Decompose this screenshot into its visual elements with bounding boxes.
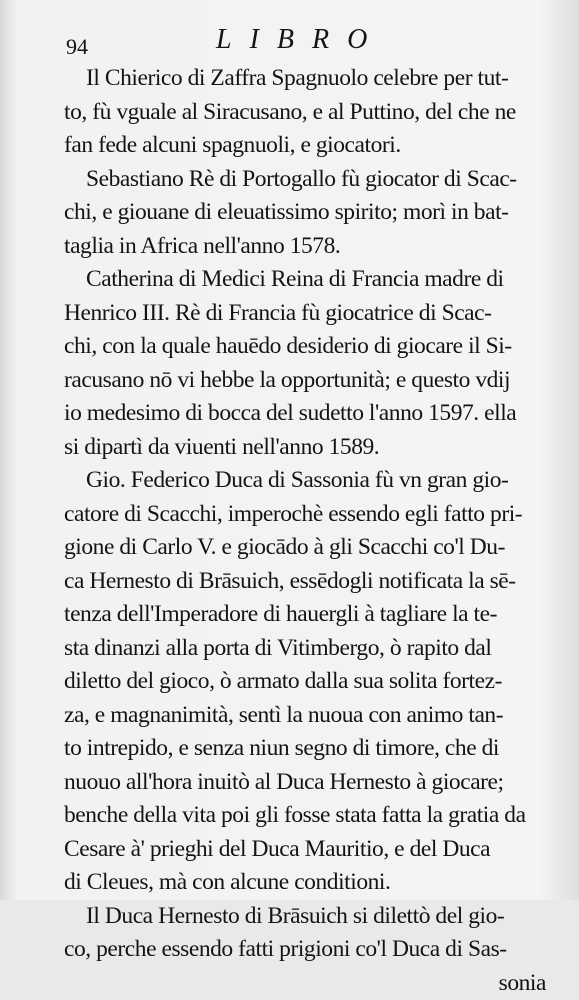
- text-line: Henrico III. Rè di Francia fù giocatrice di Scac-: [64, 297, 564, 331]
- text-line: di Cleues, mà con alcune conditioni.: [64, 866, 564, 900]
- text-line: Il Duca Hernesto di Brāsuich si dilettò del gio-: [64, 900, 564, 934]
- text-line: chi, e giouane di eleuatissimo spirito; morì in bat-: [64, 196, 564, 230]
- text-line: gione di Carlo V. e giocādo à gli Scacchi co'l Du-: [64, 531, 564, 565]
- text-line: Catherina di Medici Reina di Francia madre di: [64, 263, 564, 297]
- text-line: to intrepido, e senza niun segno di timore, che di: [64, 732, 564, 766]
- text-line: co, perche essendo fatti prigioni co'l Duca di Sas-: [64, 933, 564, 967]
- running-head: LIBRO: [216, 24, 385, 56]
- catchword: sonia: [64, 967, 564, 1000]
- text-line: sta dinanzi alla porta di Vitimbergo, ò rapito dal: [64, 632, 564, 666]
- text-line: chi, con la quale hauēdo desiderio di giocare il Si-: [64, 330, 564, 364]
- text-line: benche della vita poi gli fosse stata fatta la gratia da: [64, 799, 564, 833]
- text-line: catore di Scacchi, imperochè essendo egli fatto pri-: [64, 498, 564, 532]
- text-line: racusano nō vi hebbe la opportunità; e questo vdij: [64, 364, 564, 398]
- text-line: diletto del gioco, ò armato dalla sua solita fortez-: [64, 665, 564, 699]
- text-line: za, e magnanimità, sentì la nuoua con animo tan-: [64, 699, 564, 733]
- text-line: nuouo all'hora inuitò al Duca Hernesto à giocare;: [64, 766, 564, 800]
- text-line: fan fede alcuni spagnuoli, e giocatori.: [64, 129, 564, 163]
- text-line: si dipartì da viuenti nell'anno 1589.: [64, 431, 564, 465]
- text-line: tenza dell'Imperadore di hauergli à tagliare la te-: [64, 598, 564, 632]
- text-line: to, fù vguale al Siracusano, e al Puttino, del che ne: [64, 96, 564, 130]
- text-line: Il Chierico di Zaffra Spagnuolo celebre per tut-: [64, 62, 564, 96]
- page-header: [0, 22, 579, 62]
- text-line: taglia in Africa nell'anno 1578.: [64, 230, 564, 264]
- text-line: Cesare à' prieghi del Duca Mauritio, e del Duca: [64, 833, 564, 867]
- text-line: Gio. Federico Duca di Sassonia fù vn gran gio-: [64, 464, 564, 498]
- text-line: ca Hernesto di Brāsuich, essēdogli notificata la sē-: [64, 565, 564, 599]
- body-text: [64, 62, 564, 1000]
- page-number: 94: [66, 34, 88, 60]
- text-line: Sebastiano Rè di Portogallo fù giocator di Scac-: [64, 163, 564, 197]
- text-line: io medesimo di bocca del sudetto l'anno 1597. ella: [64, 397, 564, 431]
